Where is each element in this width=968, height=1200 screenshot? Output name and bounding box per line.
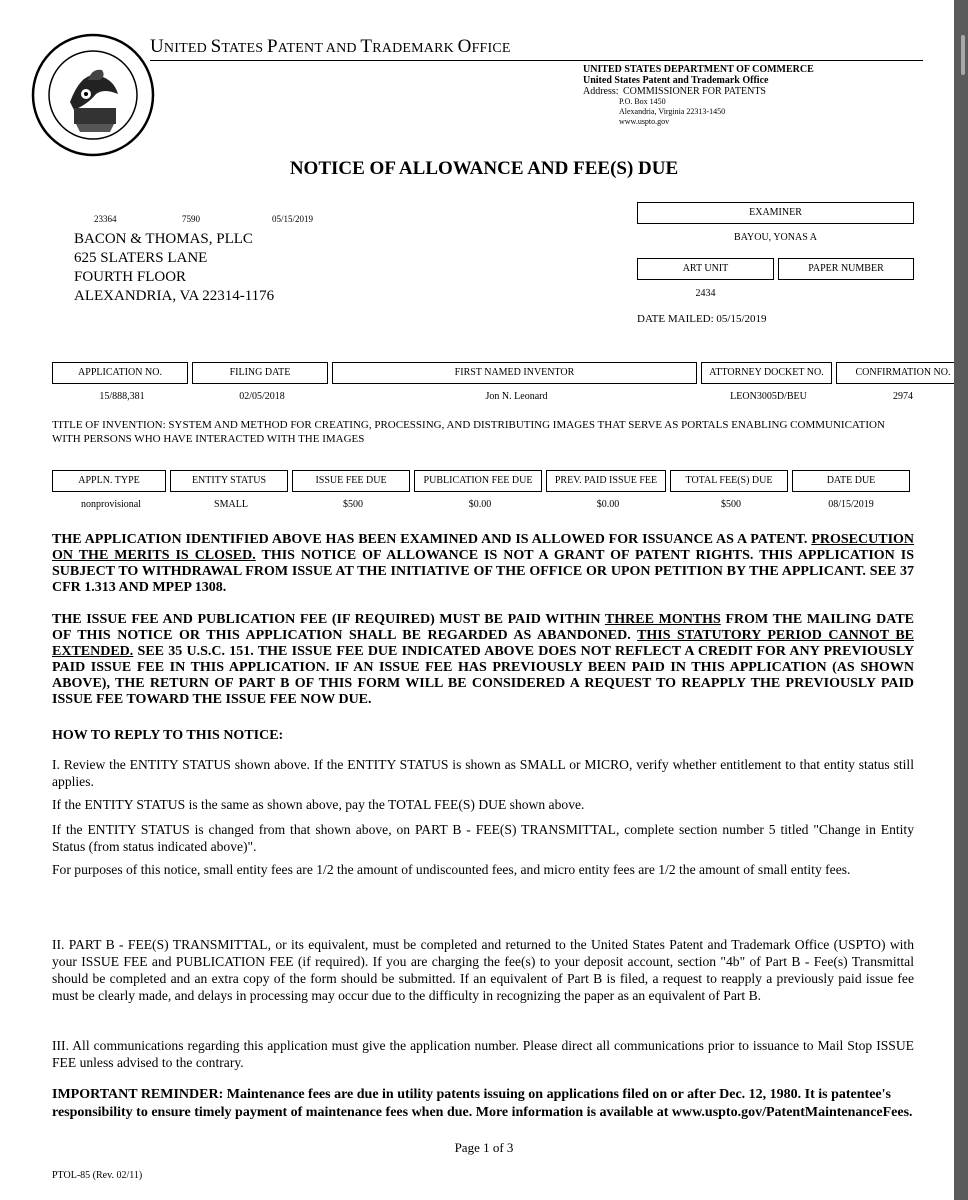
fees-header-row xyxy=(52,470,910,492)
paper-number-label: PAPER NUMBER xyxy=(778,258,914,280)
docket-no: LEON3005D/BEU xyxy=(730,391,807,402)
header-confirmation-no: CONFIRMATION NO. xyxy=(836,362,968,384)
header-entity-status: ENTITY STATUS xyxy=(170,470,288,492)
application-header-row xyxy=(52,362,968,384)
header-prev-paid-fee: PREV. PAID ISSUE FEE xyxy=(546,470,666,492)
total-fees-due: $500 xyxy=(721,499,741,510)
appln-type: nonprovisional xyxy=(81,499,141,510)
art-unit-value: 2434 xyxy=(695,288,716,299)
first-inventor: Jon N. Leonard xyxy=(485,391,548,402)
scroll-handle[interactable] xyxy=(961,35,965,75)
header-date-due: DATE DUE xyxy=(792,470,910,492)
header-appln-type: APPLN. TYPE xyxy=(52,470,166,492)
instruction-ii: II. PART B - FEE(S) TRANSMITTAL, or its equivalent, must be completed and returned to the United States Patent and Trademark Office (USPTO) with your ISSUE FEE and PUBLICATION FEE (if required). If you are charging the fee(s) to your deposit account, section "4b" of Part B - Fee(s) Transmittal should be completed and an extra copy of the form should be submitted. If an equivalent of Part B is filed, a request to reapply a previously paid issue fee must be clearly made, and delays in processing may occur due to the difficulty in recognizing the paper as an equivalent of Part B. xyxy=(52,937,914,1003)
examiner-name: BAYOU, YONAS A xyxy=(734,232,817,243)
instruction-fee-discount: For purposes of this notice, small entity fees are 1/2 the amount of undiscounted fees, and micro entity fees are 1/2 the amount of small entity fees. xyxy=(52,862,851,877)
application-no: 15/888,381 xyxy=(99,391,145,402)
issue-fee-due: $500 xyxy=(343,499,363,510)
page-number: Page 1 of 3 xyxy=(454,1140,514,1155)
notice-title: NOTICE OF ALLOWANCE AND FEE(S) DUE xyxy=(289,158,679,179)
form-id: PTOL-85 (Rev. 02/11) xyxy=(52,1170,143,1181)
viewer-edge xyxy=(954,0,968,1200)
title-of-invention: TITLE OF INVENTION: SYSTEM AND METHOD FOR CREATING, PROCESSING, AND DISTRIBUTING IMAGES THAT SERVE AS PORTALS ENABLING COMMUNICATION WITH PERSONS WHO HAVE INTERACTED WITH THE IMAGES xyxy=(52,419,885,445)
office-title: UNITED STATES PATENT AND TRADEMARK OFFICE xyxy=(150,36,511,57)
allowance-paragraph: THE APPLICATION IDENTIFIED ABOVE HAS BEEN EXAMINED AND IS ALLOWED FOR ISSUANCE AS A PATENT. PROSECUTION ON THE MERITS IS CLOSED. THIS NOTICE OF ALLOWANCE IS NOT A GRANT OF PATENT RIGHTS. THIS APPLICATION IS SUBJECT TO WITHDRAWAL FROM ISSUE AT THE INITIATIVE OF THE OFFICE OR UPON PETITION BY THE APPLICANT. SEE 37 CFR 1.313 AND MPEP 1308. xyxy=(52,532,915,595)
entity-status: SMALL xyxy=(214,499,248,510)
fee-deadline-paragraph: THE ISSUE FEE AND PUBLICATION FEE (IF REQUIRED) MUST BE PAID WITHIN THREE MONTHS FROM THE MAILING DATE OF THIS NOTICE OR THIS APPLICATION SHALL BE REGARDED AS ABANDONED. THIS STATUTORY PERIOD CANNOT BE EXTENDED. SEE 35 U.S.C. 151. THE ISSUE FEE DUE INDICATED ABOVE DOES NOT REFLECT A CREDIT FOR ANY PREVIOUSLY PAID ISSUE FEE IN THIS APPLICATION. IF AN ISSUE FEE HAS PREVIOUSLY BEEN PAID IN THIS APPLICATION (AS SHOWN ABOVE), THE RETURN OF PART B OF THIS FORM WILL BE CONSIDERED A REQUEST TO REAPPLY THE PREVIOUSLY PAID ISSUE FEE TOWARD THE ISSUE FEE NOW DUE. xyxy=(52,612,915,707)
header-publication-fee: PUBLICATION FEE DUE xyxy=(414,470,542,492)
publication-fee-due: $0.00 xyxy=(468,499,492,510)
instruction-i: I. Review the ENTITY STATUS shown above. If the ENTITY STATUS is shown as SMALL or MICRO, verify whether entitlement to that entity status still applies. xyxy=(52,757,914,789)
examiner-label: EXAMINER xyxy=(637,202,914,224)
fees-value-row xyxy=(52,499,910,510)
header-total-fees: TOTAL FEE(S) DUE xyxy=(670,470,788,492)
uspto-seal-icon xyxy=(30,32,156,158)
prev-paid-issue-fee: $0.00 xyxy=(596,499,620,510)
header-filing-date: FILING DATE xyxy=(192,362,328,384)
how-to-reply-heading: HOW TO REPLY TO THIS NOTICE: xyxy=(52,728,284,743)
header-issue-fee: ISSUE FEE DUE xyxy=(292,470,410,492)
date-due: 08/15/2019 xyxy=(828,499,874,510)
instruction-same-status: If the ENTITY STATUS is the same as shown above, pay the TOTAL FEE(S) DUE shown above. xyxy=(52,797,585,812)
instruction-changed-status: If the ENTITY STATUS is changed from that shown above, on PART B - FEE(S) TRANSMITTAL, complete section number 5 titled "Change in Entity Status (from status indicated above)". xyxy=(52,822,914,854)
correspondent-codes: 23364 7590 05/15/2019 xyxy=(94,214,314,224)
important-reminder: IMPORTANT REMINDER: Maintenance fees are due in utility patents issuing on applications filed on or after Dec. 12, 1980. It is patentee's responsibility to ensure timely payment of maintenance fees when due. More information is available at www.uspto.gov/PatentMaintenanceFees. xyxy=(52,1087,913,1120)
header-application-no: APPLICATION NO. xyxy=(52,362,188,384)
header-rule xyxy=(150,60,923,61)
instruction-iii: III. All communications regarding this application must give the application number. Please direct all communications prior to issuance to Mail Stop ISSUE FEE unless advised to the contrary. xyxy=(52,1038,914,1070)
art-unit-label: ART UNIT xyxy=(637,258,774,280)
header-docket-no: ATTORNEY DOCKET NO. xyxy=(701,362,832,384)
correspondent-address: BACON & THOMAS, PLLC 625 SLATERS LANE FOURTH FLOOR ALEXANDRIA, VA 22314-1176 xyxy=(74,231,275,304)
confirmation-no: 2974 xyxy=(893,391,913,402)
date-mailed: DATE MAILED: 05/15/2019 xyxy=(637,313,767,325)
department-address: UNITED STATES DEPARTMENT OF COMMERCE United States Patent and Trademark Office Address: COMMISSIONER FOR PATENTS P.O. Box 1450 Alexandria, Virginia 22313-1450 www.uspto.gov xyxy=(583,64,814,126)
filing-date: 02/05/2018 xyxy=(239,391,285,402)
application-value-row xyxy=(52,391,968,402)
header-first-inventor: FIRST NAMED INVENTOR xyxy=(332,362,697,384)
